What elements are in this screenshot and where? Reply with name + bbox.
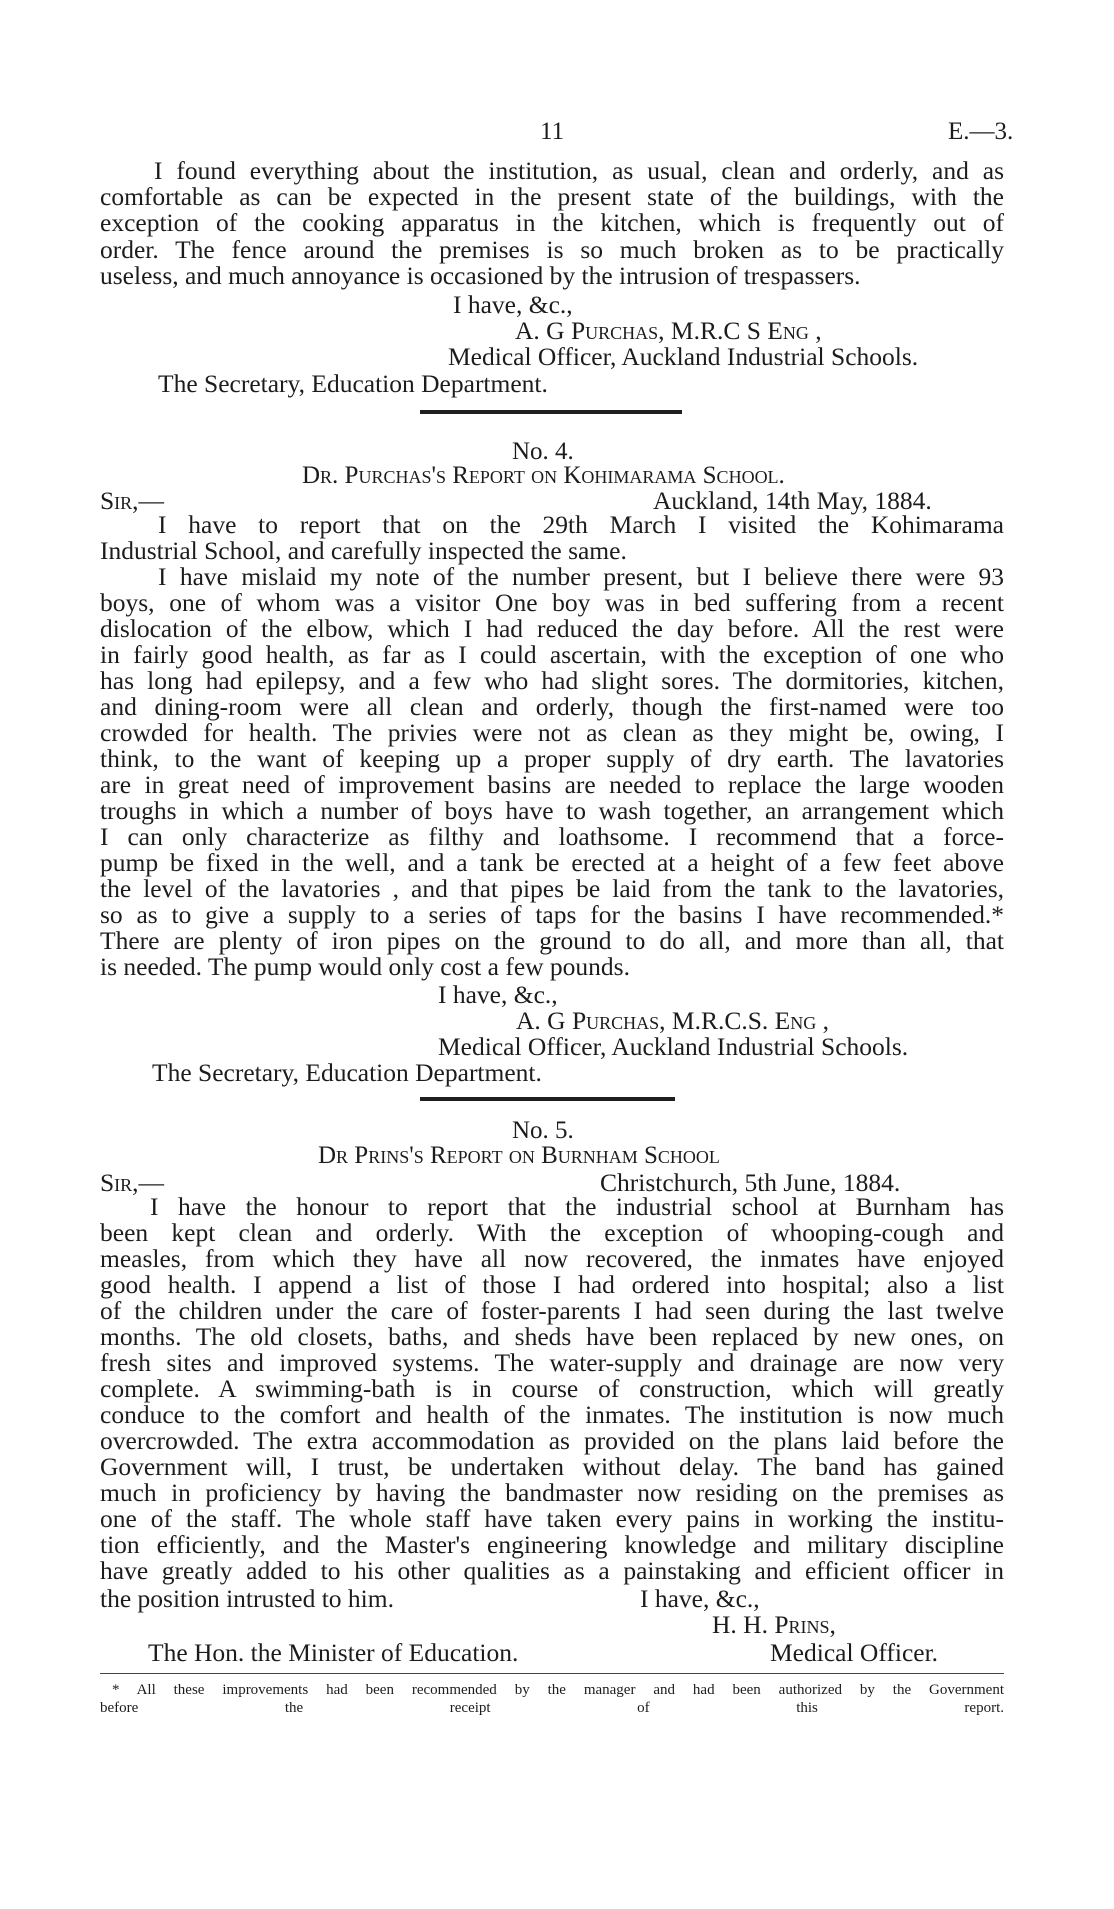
text-line: pump be fixed in the well, and a tank be erected at a height of a few feet above xyxy=(100,850,1004,877)
salutation: Sir,— xyxy=(100,486,165,515)
text-line: overcrowded. The extra accommodation as provided on the plans laid before the xyxy=(100,1428,1004,1455)
text-line: the position intrusted to him. xyxy=(100,1584,394,1613)
signature: A. G Purchas, M.R.C S Eng , xyxy=(515,316,822,345)
text-line: one of the staff. The whole staff have taken every pains in working the institu- xyxy=(100,1506,1004,1533)
document-reference: E.—3. xyxy=(948,118,1014,145)
addressee: The Secretary, Education Department. xyxy=(152,1058,542,1087)
addressee: The Hon. the Minister of Education. xyxy=(148,1638,519,1667)
text-line: I have to report that on the 29th March I visited the Kohimarama xyxy=(158,512,1004,539)
section-heading: Dr Prins's Report on Burnham School xyxy=(318,1142,720,1169)
text-line: think, to the want of keeping up a proper supply of dry earth. The lavatories xyxy=(100,746,1004,773)
signature: H. H. Prins, xyxy=(712,1610,836,1639)
text-line: conduce to the comfort and health of the inmates. The institution is now much xyxy=(100,1402,1004,1429)
text-line: dislocation of the elbow, which I had reduced the day before. All the rest were xyxy=(100,616,1004,643)
text-line: fresh sites and improved systems. The water-supply and drainage are now very xyxy=(100,1350,1004,1377)
section-heading: Dr. Purchas's Report on Kohimarama School. xyxy=(302,462,785,489)
addressee: The Secretary, Education Department. xyxy=(158,369,548,398)
salutation: Sir,— xyxy=(100,1168,165,1197)
text-line: exception of the cooking apparatus in the kitchen, which is frequently out of xyxy=(100,210,1004,237)
closing: I have, &c., xyxy=(453,290,573,319)
text-line: troughs in which a number of boys have to wash together, an arrangement which xyxy=(100,798,1004,825)
text-line: crowded for health. The privies were not as clean as they might be, owing, I xyxy=(100,720,1004,747)
text-line: the level of the lavatories , and that pipes be laid from the tank to the lavatories, xyxy=(100,876,1004,903)
footnote-line: before the receipt of this report. xyxy=(100,1700,1004,1716)
footnote-line: * All these improvements had been recommended by the manager and had been authorized by the Government xyxy=(112,1682,1004,1698)
signer-title: Medical Officer, Auckland Industrial Schools. xyxy=(438,1032,909,1061)
text-line: I can only characterize as filthy and loathsome. I recommend that a force- xyxy=(100,824,1004,851)
text-line: is needed. The pump would only cost a few pounds. xyxy=(100,954,630,981)
footnote-rule xyxy=(100,1673,1004,1674)
closing: I have, &c., xyxy=(438,980,558,1009)
signer-title: Medical Officer, Auckland Industrial Schools. xyxy=(448,342,919,371)
text-line: months. The old closets, baths, and sheds have been replaced by new ones, on xyxy=(100,1324,1004,1351)
text-line: been kept clean and orderly. With the exception of whooping-cough and xyxy=(100,1220,1004,1247)
text-line: comfortable as can be expected in the present state of the buildings, with the xyxy=(100,184,1004,211)
text-line: boys, one of whom was a visitor One boy was in bed suffering from a recent xyxy=(100,590,1004,617)
text-line: tion efficiently, and the Master's engineering knowledge and military discipline xyxy=(100,1532,1004,1559)
text-line: useless, and much annoyance is occasioned by the intrusion of trespassers. xyxy=(100,263,861,290)
closing: I have, &c., xyxy=(640,1584,760,1613)
text-line: good health. I append a list of those I had ordered into hospital; also a list xyxy=(100,1272,1004,1299)
section-divider xyxy=(420,410,682,414)
section-number: No. 4. xyxy=(512,438,574,465)
text-line: of the children under the care of foster-parents I had seen during the last twelve xyxy=(100,1298,1004,1325)
text-line: measles, from which they have all now recovered, the inmates have enjoyed xyxy=(100,1246,1004,1273)
section-divider xyxy=(420,1097,675,1101)
signer-title: Medical Officer. xyxy=(770,1638,939,1667)
text-line: There are plenty of iron pipes on the ground to do all, and more than all, that xyxy=(100,928,1004,955)
text-line: much in proficiency by having the bandmaster now residing on the premises as xyxy=(100,1480,1004,1507)
section-number: No. 5. xyxy=(512,1117,574,1144)
text-line: in fairly good health, as far as I could ascertain, with the exception of one who xyxy=(100,642,1004,669)
text-line: complete. A swimming-bath is in course of construction, which will greatly xyxy=(100,1376,1004,1403)
place-date: Auckland, 14th May, 1884. xyxy=(653,486,932,515)
text-line: I have mislaid my note of the number present, but I believe there were 93 xyxy=(158,564,1004,591)
signature: A. G Purchas, M.R.C.S. Eng , xyxy=(516,1006,829,1035)
text-line: have greatly added to his other qualities as a painstaking and efficient officer in xyxy=(100,1558,1004,1585)
text-line: order. The fence around the premises is so much broken as to be practically xyxy=(100,237,1004,264)
text-line: Industrial School, and carefully inspected the same. xyxy=(100,538,627,565)
text-line: and dining-room were all clean and orderly, though the first-named were too xyxy=(100,694,1004,721)
text-line: I have the honour to report that the industrial school at Burnham has xyxy=(150,1194,1004,1221)
place-date: Christchurch, 5th June, 1884. xyxy=(600,1168,901,1197)
text-line: Government will, I trust, be undertaken without delay. The band has gained xyxy=(100,1454,1004,1481)
page-number: 11 xyxy=(540,118,565,145)
text-line: has long had epilepsy, and a few who had slight sores. The dormitories, kitchen, xyxy=(100,668,1004,695)
text-line: are in great need of improvement basins are needed to replace the large wooden xyxy=(100,772,1004,799)
text-line: so as to give a supply to a series of taps for the basins I have recommended.* xyxy=(100,902,1004,929)
text-line: I found everything about the institution, as usual, clean and orderly, and as xyxy=(154,158,1004,185)
